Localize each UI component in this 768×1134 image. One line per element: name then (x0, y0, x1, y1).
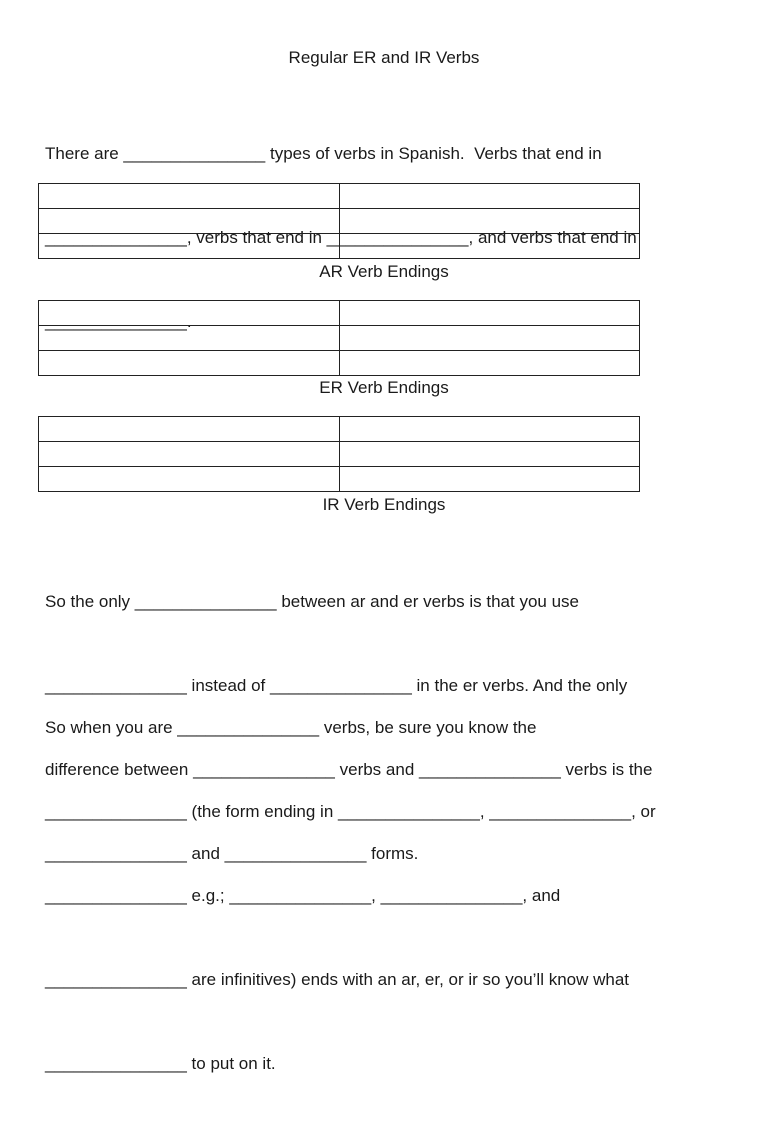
table-cell[interactable] (339, 234, 640, 259)
paragraph-line: _______________ instead of _______________ in the er verbs. And the only (45, 676, 628, 695)
paragraph-line: _______________ (the form ending in _______________, _______________, or (45, 802, 656, 821)
table-cell[interactable] (339, 351, 640, 376)
paragraph-line: _______________ are infinitives) ends with an ar, er, or ir so you’ll know what (45, 970, 630, 989)
table-row (39, 326, 640, 351)
paragraph-line: So the only _______________ between ar and er verbs is that you use (45, 592, 579, 611)
paragraph-line: _______________ to put on it. (45, 1054, 276, 1073)
table-row (39, 417, 640, 442)
intro-line: There are _______________ types of verbs in Spanish. Verbs that end in (45, 144, 602, 163)
paragraph-line: _______________ e.g.; _______________, _______________, and (45, 886, 561, 905)
ar-endings-table (38, 183, 640, 259)
table-row (39, 442, 640, 467)
table-row (39, 184, 640, 209)
table-row (39, 467, 640, 492)
ar-table-caption: AR Verb Endings (319, 262, 449, 281)
ir-endings-table (38, 416, 640, 492)
table-cell[interactable] (39, 209, 340, 234)
conjugation-paragraph (45, 658, 735, 1134)
table-cell[interactable] (39, 326, 340, 351)
worksheet-title: Regular ER and IR Verbs (288, 48, 480, 67)
table-cell[interactable] (39, 467, 340, 492)
paragraph-line: So when you are _______________ verbs, be sure you know the (45, 718, 537, 737)
table-cell[interactable] (39, 442, 340, 467)
intro-line: _______________. (45, 312, 192, 331)
table-row (39, 301, 640, 326)
table-cell[interactable] (339, 301, 640, 326)
table-cell[interactable] (39, 184, 340, 209)
table-cell[interactable] (39, 234, 340, 259)
table-cell[interactable] (339, 467, 640, 492)
table-cell[interactable] (39, 351, 340, 376)
intro-line: _______________, verbs that end in _______________, and verbs that end in (45, 228, 637, 247)
table-cell[interactable] (339, 442, 640, 467)
table-cell[interactable] (339, 209, 640, 234)
paragraph-line: difference between _______________ verbs and _______________ verbs is the (45, 760, 653, 779)
paragraph-line: _______________ and _______________ forms. (45, 844, 419, 863)
table-cell[interactable] (339, 184, 640, 209)
er-table-caption: ER Verb Endings (319, 378, 449, 397)
er-endings-table (38, 300, 640, 376)
table-row (39, 234, 640, 259)
ir-table-caption: IR Verb Endings (322, 495, 446, 514)
table-cell[interactable] (39, 417, 340, 442)
table-cell[interactable] (339, 326, 640, 351)
table-cell[interactable] (39, 301, 340, 326)
table-row (39, 351, 640, 376)
table-cell[interactable] (339, 417, 640, 442)
table-row (39, 209, 640, 234)
